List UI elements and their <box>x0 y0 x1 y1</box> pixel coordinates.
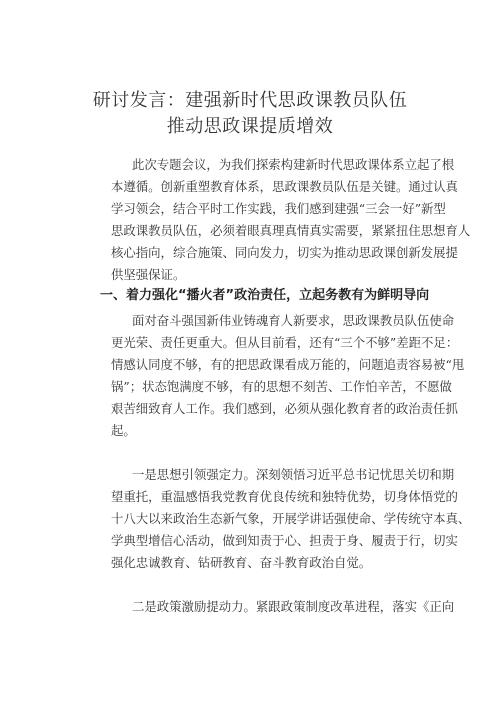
text-line: 供坚强保证。 <box>111 267 186 282</box>
section-heading-1: 一、着力强化“播火者”政治责任，立起务教有为鲜明导向 <box>100 288 430 303</box>
text-line: 本遵循。创新重塑教育体系，思政课教员队伍是关键。通过认真 <box>111 179 458 194</box>
text-line: 更光荣、责任更重大。但从目前看，还有“三个不够”差距不足： <box>111 335 459 350</box>
text-line: 核心指向，综合施策、同向发力，切实为推动思政课创新发展提 <box>111 245 458 260</box>
text-line: 学典型增信心活动，做到知责于心、担责于身、履责于行，切实 <box>111 533 458 548</box>
text-line: 望重托，重温感悟我党教育优良传统和独特优势，切身体悟党的 <box>111 489 458 504</box>
text-line: 学习领会，结合平时工作实践，我们感到建强“三会一好”新型 <box>111 201 446 216</box>
text-line: 思政课教员队伍，必须着眼真理真情真实需要，紧紧扭住思想育人 <box>111 223 471 238</box>
text-line: 强化忠诚教育、钻研教育、奋斗教育政治自觉。 <box>111 555 372 570</box>
document-title-line2: 推动思政课提质增效 <box>166 116 334 137</box>
text-line: 锅”；状态饱满度不够，有的思想不刻苦、工作怕辛苦，不愿做 <box>111 379 452 394</box>
text-line: 二是政策激励提动力。紧跟政策制度改革进程，落实《正向 <box>132 599 455 614</box>
text-line: 情感认同度不够，有的把思政课看成万能的，问题追责容易被“甩 <box>111 357 465 372</box>
text-line: 艰苦细致育人工作。我们感到，必须从强化教育者的政治责任抓 <box>111 401 458 416</box>
text-line: 十八大以来政治生态新气象，开展学讲话强使命、学传统守本真、 <box>111 511 471 526</box>
text-line: 一是思想引领强定力。深刻领悟习近平总书记忧思关切和期 <box>132 467 455 482</box>
text-line: 起。 <box>111 423 136 438</box>
text-line: 面对奋斗强国新伟业铸魂育人新要求，思政课教员队伍使命 <box>132 313 455 328</box>
text-line: 此次专题会议，为我们探索构建新时代思政课体系立起了根 <box>132 157 455 172</box>
document-title-line1: 研讨发言：建强新时代思政课教员队伍 <box>92 90 408 111</box>
